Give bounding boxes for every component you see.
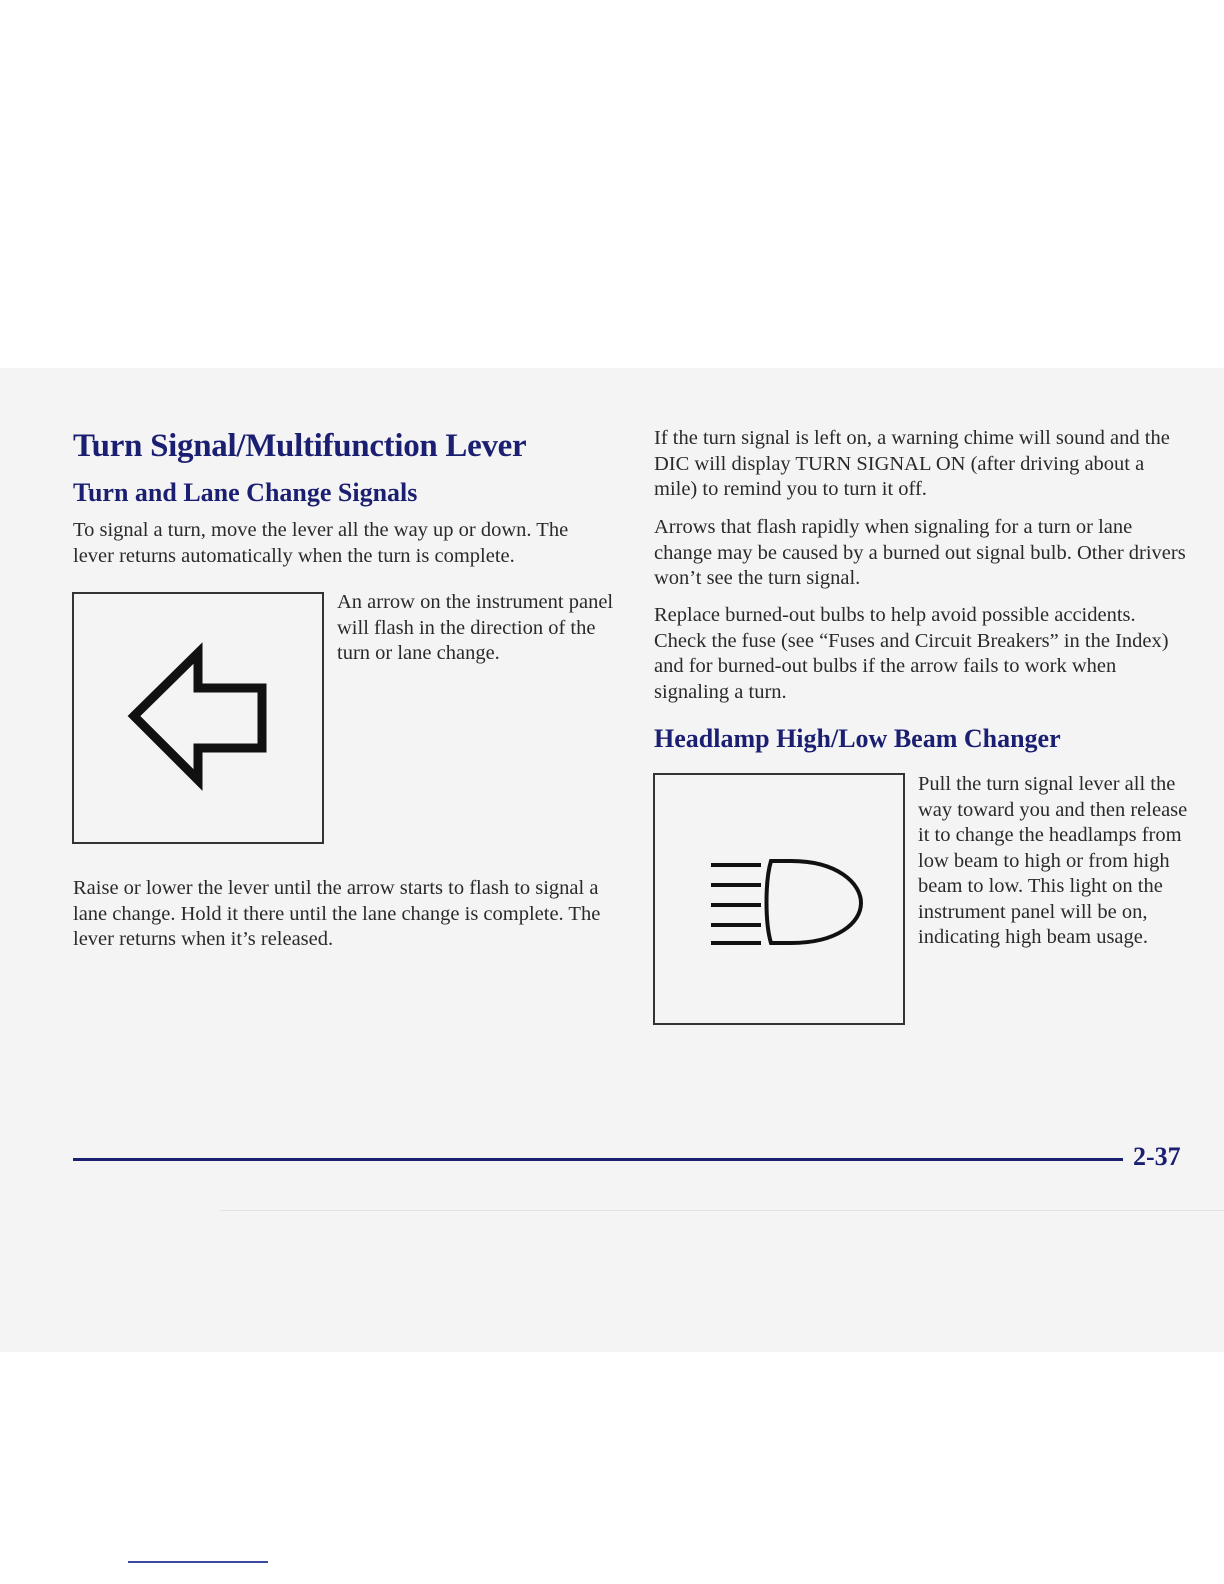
paragraph-lane-change: Raise or lower the lever until the arrow starts to flash to signal a lane change. Hold it there until the lane change is complete. The lever returns when it’s released. [73, 877, 601, 950]
high-beam-figure [653, 773, 905, 1025]
paragraph-turn-intro: To signal a turn, move the lever all the way up or down. The lever returns automatically when the turn is complete. [73, 519, 569, 567]
manual-page [0, 368, 1224, 1352]
paragraph-replace-bulbs: Replace burned-out bulbs to help avoid possible accidents. Check the fuse (see “Fuses and Circuit Breakers” in the Index) and for burned-out bulbs if the arrow fails to work when signaling a turn. [654, 604, 1169, 703]
footer-rule [73, 1158, 1123, 1161]
scan-artifact-line [220, 1210, 1224, 1211]
section-heading-headlamp: Headlamp High/Low Beam Changer [654, 724, 1061, 753]
page-number: 2-37 [1133, 1142, 1181, 1171]
paragraph-fast-flash: Arrows that flash rapidly when signaling for a turn or lane change may be caused by a burned out signal bulb. Other drivers won’t see the turn signal. [654, 516, 1186, 589]
page-title: Turn Signal/Multifunction Lever [73, 428, 527, 464]
paragraph-warning-chime: If the turn signal is left on, a warning chime will sound and the DIC will display TURN SIGNAL ON (after driving about a mile) to remind you to turn it off. [654, 427, 1170, 500]
bottom-divider [128, 1561, 268, 1563]
high-beam-icon [655, 775, 903, 1023]
turn-arrow-figure [72, 592, 324, 844]
section-heading-turn-lane: Turn and Lane Change Signals [73, 478, 418, 507]
paragraph-headlamp-caption: Pull the turn signal lever all the way toward you and then release it to change the headlamps from low beam to high or from high beam to low. This light on the instrument panel will be on, indicating high beam usage. [918, 773, 1188, 948]
paragraph-arrow-caption: An arrow on the instrument panel will flash in the direction of the turn or lane change. [337, 591, 614, 664]
turn-arrow-icon [74, 594, 322, 842]
